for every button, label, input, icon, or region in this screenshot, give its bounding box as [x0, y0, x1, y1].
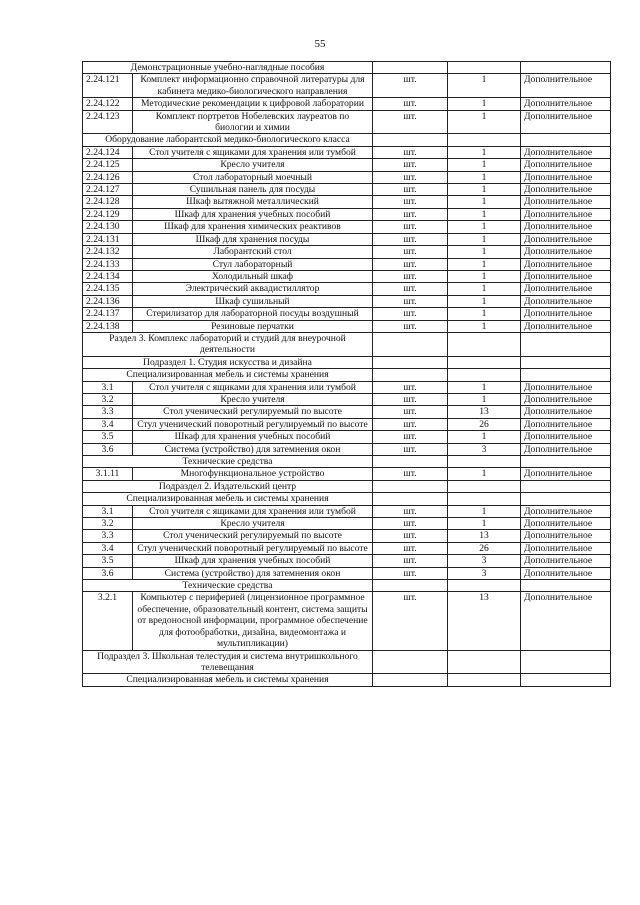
item-code: 2.24.135: [83, 283, 133, 295]
item-unit: шт.: [373, 159, 448, 171]
item-unit: шт.: [373, 283, 448, 295]
item-name: Стерилизатор для лабораторной посуды воздушный: [133, 308, 373, 320]
empty-cell: [373, 650, 448, 674]
empty-cell: [448, 480, 521, 492]
item-quantity: 3: [448, 555, 521, 567]
item-name: Комплект информационно справочной литературы для кабинета медико-биологического направления: [133, 74, 373, 98]
empty-cell: [521, 580, 611, 592]
item-unit: шт.: [373, 468, 448, 480]
item-type: Дополнительное: [521, 393, 611, 405]
item-unit: шт.: [373, 258, 448, 270]
item-name: Кресло учителя: [133, 393, 373, 405]
item-unit: шт.: [373, 171, 448, 183]
item-type: Дополнительное: [521, 431, 611, 443]
item-unit: шт.: [373, 592, 448, 650]
item-type: Дополнительное: [521, 146, 611, 158]
item-name: Стол ученический регулируемый по высоте: [133, 530, 373, 542]
item-unit: шт.: [373, 381, 448, 393]
item-code: 3.5: [83, 555, 133, 567]
section-row: [83, 580, 611, 592]
empty-cell: [521, 650, 611, 674]
item-quantity: 1: [448, 295, 521, 307]
item-name: Шкаф вытяжной металлический: [133, 196, 373, 208]
item-unit: шт.: [373, 74, 448, 98]
item-name: Резиновые перчатки: [133, 320, 373, 332]
item-type: Дополнительное: [521, 270, 611, 282]
item-quantity: 1: [448, 283, 521, 295]
item-type: Дополнительное: [521, 592, 611, 650]
empty-cell: [448, 456, 521, 468]
empty-cell: [448, 493, 521, 505]
item-code: 3.6: [83, 443, 133, 455]
item-quantity: 1: [448, 308, 521, 320]
item-code: 3.4: [83, 418, 133, 430]
item-code: 3.2.1: [83, 592, 133, 650]
table-row: [83, 171, 611, 183]
item-name: Шкаф для хранения посуды: [133, 233, 373, 245]
item-code: 2.24.122: [83, 98, 133, 110]
empty-cell: [448, 356, 521, 368]
item-type: Дополнительное: [521, 542, 611, 554]
table-row: [83, 196, 611, 208]
item-code: 3.1: [83, 505, 133, 517]
empty-cell: [373, 493, 448, 505]
item-code: 3.1: [83, 381, 133, 393]
table-row: [83, 208, 611, 220]
item-name: Многофункциональное устройство: [133, 468, 373, 480]
item-type: Дополнительное: [521, 208, 611, 220]
item-quantity: 3: [448, 567, 521, 579]
item-code: 2.24.128: [83, 196, 133, 208]
item-unit: шт.: [373, 98, 448, 110]
item-quantity: 26: [448, 418, 521, 430]
item-unit: шт.: [373, 233, 448, 245]
item-name: Кресло учителя: [133, 159, 373, 171]
item-code: 2.24.134: [83, 270, 133, 282]
item-name: Стол учителя с ящиками для хранения или тумбой: [133, 381, 373, 393]
section-heading: Специализированная мебель и системы хранения: [83, 369, 373, 381]
item-quantity: 1: [448, 98, 521, 110]
empty-cell: [373, 356, 448, 368]
item-type: Дополнительное: [521, 110, 611, 134]
empty-cell: [373, 480, 448, 492]
item-quantity: 1: [448, 159, 521, 171]
item-quantity: 1: [448, 393, 521, 405]
table-row: [83, 258, 611, 270]
item-name: Комплект портретов Нобелевских лауреатов по биологии и химии: [133, 110, 373, 134]
section-row: [83, 332, 611, 356]
item-unit: шт.: [373, 308, 448, 320]
item-quantity: 26: [448, 542, 521, 554]
section-heading: Специализированная мебель и системы хранения: [83, 674, 373, 686]
empty-cell: [373, 456, 448, 468]
item-code: 2.24.124: [83, 146, 133, 158]
item-type: Дополнительное: [521, 406, 611, 418]
item-type: Дополнительное: [521, 518, 611, 530]
item-unit: шт.: [373, 320, 448, 332]
item-unit: шт.: [373, 246, 448, 258]
item-type: Дополнительное: [521, 184, 611, 196]
item-name: Шкаф для хранения учебных пособий: [133, 208, 373, 220]
item-unit: шт.: [373, 146, 448, 158]
item-type: Дополнительное: [521, 555, 611, 567]
item-quantity: 1: [448, 146, 521, 158]
empty-cell: [373, 62, 448, 74]
item-unit: шт.: [373, 184, 448, 196]
empty-cell: [521, 480, 611, 492]
item-unit: шт.: [373, 295, 448, 307]
item-unit: шт.: [373, 110, 448, 134]
item-quantity: 13: [448, 406, 521, 418]
item-code: 2.24.121: [83, 74, 133, 98]
section-row: [83, 480, 611, 492]
item-type: Дополнительное: [521, 308, 611, 320]
item-unit: шт.: [373, 530, 448, 542]
item-quantity: 1: [448, 171, 521, 183]
item-name: Шкаф сушильный: [133, 295, 373, 307]
section-row: [83, 369, 611, 381]
section-row: [83, 356, 611, 368]
item-type: Дополнительное: [521, 233, 611, 245]
item-name: Лаборантский стол: [133, 246, 373, 258]
item-name: Стол учителя с ящиками для хранения или тумбой: [133, 505, 373, 517]
section-heading: Подраздел 3. Школьная телестудия и система внутришкольного телевещания: [83, 650, 373, 674]
item-quantity: 1: [448, 468, 521, 480]
item-type: Дополнительное: [521, 320, 611, 332]
item-type: Дополнительное: [521, 295, 611, 307]
item-unit: шт.: [373, 443, 448, 455]
item-quantity: 13: [448, 592, 521, 650]
item-code: 2.24.126: [83, 171, 133, 183]
item-type: Дополнительное: [521, 246, 611, 258]
item-code: 3.3: [83, 406, 133, 418]
section-heading: Оборудование лаборантской медико-биологического класса: [83, 134, 373, 146]
empty-cell: [521, 369, 611, 381]
item-quantity: 1: [448, 221, 521, 233]
empty-cell: [448, 134, 521, 146]
empty-cell: [521, 674, 611, 686]
empty-cell: [448, 332, 521, 356]
table-row: [83, 74, 611, 98]
empty-cell: [448, 580, 521, 592]
item-unit: шт.: [373, 555, 448, 567]
item-name: Холодильный шкаф: [133, 270, 373, 282]
item-type: Дополнительное: [521, 74, 611, 98]
section-row: [83, 62, 611, 74]
table-row: [83, 592, 611, 650]
table-row: [83, 542, 611, 554]
table-row: [83, 406, 611, 418]
item-unit: шт.: [373, 406, 448, 418]
table-row: [83, 555, 611, 567]
item-quantity: 1: [448, 505, 521, 517]
empty-cell: [521, 356, 611, 368]
item-quantity: 1: [448, 431, 521, 443]
empty-cell: [448, 674, 521, 686]
page-number: 55: [314, 38, 326, 50]
item-type: Дополнительное: [521, 530, 611, 542]
item-unit: шт.: [373, 505, 448, 517]
section-heading: Технические средства: [83, 456, 373, 468]
item-code: 2.24.137: [83, 308, 133, 320]
item-unit: шт.: [373, 393, 448, 405]
table-row: [83, 320, 611, 332]
empty-cell: [521, 493, 611, 505]
section-heading: Демонстрационные учебно-наглядные пособия: [83, 62, 373, 74]
empty-cell: [448, 62, 521, 74]
table-row: [83, 233, 611, 245]
item-code: 3.4: [83, 542, 133, 554]
item-name: Система (устройство) для затемнения окон: [133, 443, 373, 455]
section-row: [83, 674, 611, 686]
table-row: [83, 530, 611, 542]
section-row: [83, 456, 611, 468]
item-name: Компьютер с периферией (лицензионное программное обеспечение, образовательный контент, система защиты от вредоносной информации, программное обеспечение для фотообработки, дизайна, видеомонтажа и мультипликации): [133, 592, 373, 650]
item-type: Дополнительное: [521, 98, 611, 110]
item-type: Дополнительное: [521, 196, 611, 208]
item-name: Кресло учителя: [133, 518, 373, 530]
section-row: [83, 650, 611, 674]
table-row: [83, 505, 611, 517]
item-type: Дополнительное: [521, 381, 611, 393]
item-name: Стол лабораторный моечный: [133, 171, 373, 183]
item-unit: шт.: [373, 567, 448, 579]
item-quantity: 1: [448, 233, 521, 245]
item-quantity: 1: [448, 518, 521, 530]
section-heading: Раздел 3. Комплекс лабораторий и студий для внеурочной деятельности: [83, 332, 373, 356]
item-quantity: 1: [448, 270, 521, 282]
table-row: [83, 381, 611, 393]
item-quantity: 13: [448, 530, 521, 542]
item-type: Дополнительное: [521, 258, 611, 270]
item-name: Шкаф для хранения учебных пособий: [133, 555, 373, 567]
empty-cell: [521, 456, 611, 468]
item-quantity: 1: [448, 184, 521, 196]
item-code: 2.24.129: [83, 208, 133, 220]
item-code: 2.24.136: [83, 295, 133, 307]
empty-cell: [373, 369, 448, 381]
item-code: 3.2: [83, 393, 133, 405]
empty-cell: [521, 332, 611, 356]
section-heading: Подраздел 1. Студия искусства и дизайна: [83, 356, 373, 368]
empty-cell: [373, 674, 448, 686]
item-code: 2.24.125: [83, 159, 133, 171]
item-quantity: 1: [448, 196, 521, 208]
table-row: [83, 98, 611, 110]
item-code: 3.2: [83, 518, 133, 530]
item-quantity: 1: [448, 74, 521, 98]
item-name: Шкаф для хранения химических реактивов: [133, 221, 373, 233]
empty-cell: [373, 332, 448, 356]
table-row: [83, 270, 611, 282]
equipment-table-body: [83, 62, 611, 687]
table-row: [83, 246, 611, 258]
item-code: 2.24.127: [83, 184, 133, 196]
item-quantity: 1: [448, 110, 521, 134]
item-unit: шт.: [373, 518, 448, 530]
item-name: Электрический аквадистиллятор: [133, 283, 373, 295]
item-type: Дополнительное: [521, 505, 611, 517]
empty-cell: [373, 580, 448, 592]
equipment-table: [82, 61, 611, 687]
item-code: 3.1.11: [83, 468, 133, 480]
item-unit: шт.: [373, 208, 448, 220]
table-row: [83, 418, 611, 430]
item-quantity: 1: [448, 381, 521, 393]
item-code: 2.24.138: [83, 320, 133, 332]
empty-cell: [521, 134, 611, 146]
section-row: [83, 493, 611, 505]
item-code: 2.24.123: [83, 110, 133, 134]
item-name: Шкаф для хранения учебных пособий: [133, 431, 373, 443]
item-code: 3.5: [83, 431, 133, 443]
item-code: 2.24.131: [83, 233, 133, 245]
table-row: [83, 221, 611, 233]
empty-cell: [373, 134, 448, 146]
item-name: Стул ученический поворотный регулируемый по высоте: [133, 418, 373, 430]
section-heading: Технические средства: [83, 580, 373, 592]
item-type: Дополнительное: [521, 221, 611, 233]
table-row: [83, 567, 611, 579]
item-code: 2.24.133: [83, 258, 133, 270]
item-quantity: 1: [448, 320, 521, 332]
empty-cell: [521, 62, 611, 74]
item-quantity: 3: [448, 443, 521, 455]
table-row: [83, 283, 611, 295]
item-unit: шт.: [373, 196, 448, 208]
section-row: [83, 134, 611, 146]
item-unit: шт.: [373, 221, 448, 233]
table-row: [83, 110, 611, 134]
table-row: [83, 518, 611, 530]
item-unit: шт.: [373, 542, 448, 554]
table-row: [83, 159, 611, 171]
table-row: [83, 393, 611, 405]
item-type: Дополнительное: [521, 468, 611, 480]
table-row: [83, 295, 611, 307]
item-type: Дополнительное: [521, 171, 611, 183]
item-unit: шт.: [373, 418, 448, 430]
table-row: [83, 308, 611, 320]
table-row: [83, 184, 611, 196]
item-code: 3.3: [83, 530, 133, 542]
item-name: Стол учителя с ящиками для хранения или тумбой: [133, 146, 373, 158]
table-row: [83, 443, 611, 455]
item-unit: шт.: [373, 431, 448, 443]
table-row: [83, 431, 611, 443]
item-code: 3.6: [83, 567, 133, 579]
item-quantity: 1: [448, 208, 521, 220]
table-row: [83, 468, 611, 480]
item-name: Методические рекомендации к цифровой лаборатории: [133, 98, 373, 110]
section-heading: Специализированная мебель и системы хранения: [83, 493, 373, 505]
item-quantity: 1: [448, 258, 521, 270]
item-name: Стул ученический поворотный регулируемый по высоте: [133, 542, 373, 554]
item-type: Дополнительное: [521, 567, 611, 579]
item-code: 2.24.132: [83, 246, 133, 258]
item-name: Сушильная панель для посуды: [133, 184, 373, 196]
empty-cell: [448, 369, 521, 381]
item-type: Дополнительное: [521, 283, 611, 295]
item-quantity: 1: [448, 246, 521, 258]
item-name: Стол ученический регулируемый по высоте: [133, 406, 373, 418]
item-unit: шт.: [373, 270, 448, 282]
item-type: Дополнительное: [521, 418, 611, 430]
item-type: Дополнительное: [521, 159, 611, 171]
item-type: Дополнительное: [521, 443, 611, 455]
item-code: 2.24.130: [83, 221, 133, 233]
empty-cell: [448, 650, 521, 674]
item-name: Система (устройство) для затемнения окон: [133, 567, 373, 579]
table-row: [83, 146, 611, 158]
item-name: Стул лабораторный: [133, 258, 373, 270]
section-heading: Подраздел 2. Издательский центр: [83, 480, 373, 492]
